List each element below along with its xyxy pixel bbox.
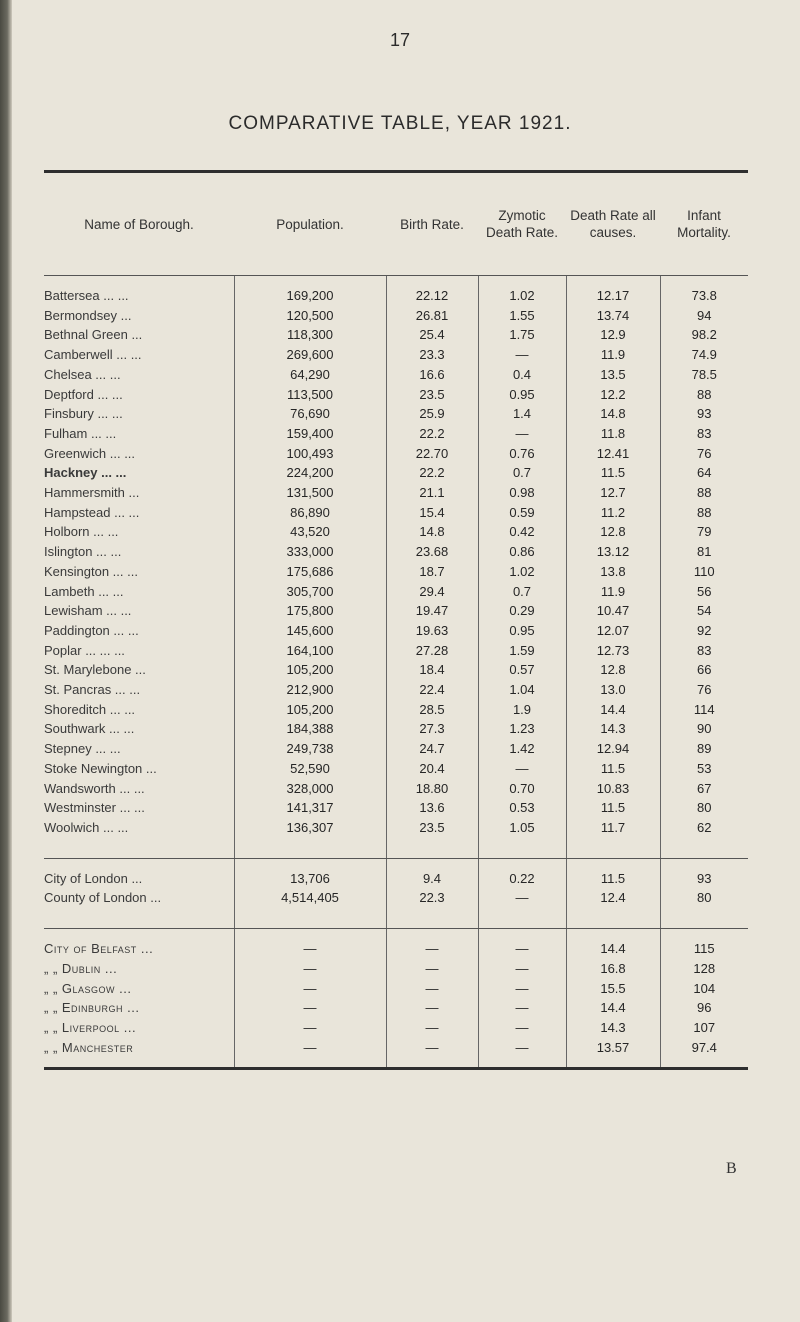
city-row bbox=[44, 939, 748, 959]
cell-name: Hackney ... ... bbox=[44, 465, 127, 481]
cell-population: 212,900 bbox=[234, 680, 386, 700]
cell-zymotic-death-rate: — bbox=[478, 998, 566, 1018]
cell-zymotic-death-rate: 1.02 bbox=[478, 562, 566, 582]
cell-population: 141,317 bbox=[234, 798, 386, 818]
cell-birth-rate: 25.4 bbox=[386, 325, 478, 345]
cell-infant-mortality: 94 bbox=[660, 306, 748, 326]
borough-row bbox=[44, 798, 748, 818]
cell-birth-rate: 23.68 bbox=[386, 542, 478, 562]
cell-death-rate: 12.8 bbox=[566, 660, 660, 680]
cell-birth-rate: 23.3 bbox=[386, 345, 478, 365]
cell-population: — bbox=[234, 979, 386, 999]
borough-row bbox=[44, 621, 748, 641]
cell-infant-mortality: 114 bbox=[660, 700, 748, 720]
cell-zymotic-death-rate: 0.53 bbox=[478, 798, 566, 818]
cell-population: 175,686 bbox=[234, 562, 386, 582]
cell-zymotic-death-rate: — bbox=[478, 424, 566, 444]
borough-row bbox=[44, 601, 748, 621]
cell-zymotic-death-rate: 0.95 bbox=[478, 621, 566, 641]
cell-name: Poplar ... ... ... bbox=[44, 642, 125, 658]
cell-death-rate: 15.5 bbox=[566, 979, 660, 999]
borough-row bbox=[44, 719, 748, 739]
cell-infant-mortality: 79 bbox=[660, 522, 748, 542]
borough-row bbox=[44, 582, 748, 602]
spacer-row bbox=[44, 1057, 748, 1069]
cell-death-rate: 12.4 bbox=[566, 888, 660, 908]
cell-death-rate: 13.57 bbox=[566, 1038, 660, 1058]
cell-birth-rate: 22.2 bbox=[386, 424, 478, 444]
cell-zymotic-death-rate: 0.7 bbox=[478, 582, 566, 602]
cell-zymotic-death-rate: — bbox=[478, 888, 566, 908]
cell-infant-mortality: 56 bbox=[660, 582, 748, 602]
borough-row bbox=[44, 779, 748, 799]
cell-infant-mortality: 88 bbox=[660, 483, 748, 503]
cell-zymotic-death-rate: — bbox=[478, 345, 566, 365]
cell-population: 118,300 bbox=[234, 325, 386, 345]
cell-death-rate: 13.12 bbox=[566, 542, 660, 562]
cell-death-rate: 10.47 bbox=[566, 601, 660, 621]
cell-infant-mortality: 80 bbox=[660, 888, 748, 908]
cell-infant-mortality: 96 bbox=[660, 998, 748, 1018]
cell-zymotic-death-rate: 1.23 bbox=[478, 719, 566, 739]
cell-zymotic-death-rate: 1.05 bbox=[478, 818, 566, 838]
borough-row bbox=[44, 444, 748, 464]
cell-birth-rate: 19.47 bbox=[386, 601, 478, 621]
cell-population: 249,738 bbox=[234, 739, 386, 759]
cell-infant-mortality: 54 bbox=[660, 601, 748, 621]
cell-birth-rate: — bbox=[386, 1018, 478, 1038]
header-population: Population. bbox=[234, 172, 386, 276]
cell-infant-mortality: 128 bbox=[660, 959, 748, 979]
cell-name: Kensington ... ... bbox=[44, 563, 138, 579]
cell-infant-mortality: 74.9 bbox=[660, 345, 748, 365]
cell-infant-mortality: 78.5 bbox=[660, 365, 748, 385]
cell-birth-rate: 29.4 bbox=[386, 582, 478, 602]
cell-death-rate: 12.7 bbox=[566, 483, 660, 503]
cell-birth-rate: 14.8 bbox=[386, 522, 478, 542]
cell-population: 64,290 bbox=[234, 365, 386, 385]
cell-birth-rate: 9.4 bbox=[386, 869, 478, 889]
cell-birth-rate: 22.2 bbox=[386, 463, 478, 483]
cell-infant-mortality: 64 bbox=[660, 463, 748, 483]
cell-death-rate: 12.2 bbox=[566, 385, 660, 405]
cell-name: Stoke Newington ... bbox=[44, 760, 157, 776]
cell-infant-mortality: 107 bbox=[660, 1018, 748, 1038]
city-row bbox=[44, 1038, 748, 1058]
cell-population: — bbox=[234, 998, 386, 1018]
cell-population: 136,307 bbox=[234, 818, 386, 838]
cell-zymotic-death-rate: — bbox=[478, 959, 566, 979]
borough-row bbox=[44, 306, 748, 326]
spacer-row bbox=[44, 276, 748, 287]
cell-birth-rate: 23.5 bbox=[386, 818, 478, 838]
cell-death-rate: 16.8 bbox=[566, 959, 660, 979]
page-title: COMPARATIVE TABLE, YEAR 1921. bbox=[228, 113, 572, 134]
borough-row bbox=[44, 385, 748, 405]
city-row bbox=[44, 959, 748, 979]
cell-name: Bermondsey ... bbox=[44, 307, 132, 323]
cell-birth-rate: 16.6 bbox=[386, 365, 478, 385]
cell-population: 224,200 bbox=[234, 463, 386, 483]
header-zymotic-death-rate: Zymotic Death Rate. bbox=[478, 172, 566, 276]
cell-name: „ „ Liverpool ... bbox=[44, 1019, 137, 1035]
cell-death-rate: 13.8 bbox=[566, 562, 660, 582]
cell-infant-mortality: 80 bbox=[660, 798, 748, 818]
cell-population: 164,100 bbox=[234, 641, 386, 661]
cell-infant-mortality: 110 bbox=[660, 562, 748, 582]
cell-death-rate: 11.5 bbox=[566, 798, 660, 818]
cell-population: 184,388 bbox=[234, 719, 386, 739]
cell-zymotic-death-rate: 0.76 bbox=[478, 444, 566, 464]
cell-death-rate: 12.9 bbox=[566, 325, 660, 345]
cell-population: 305,700 bbox=[234, 582, 386, 602]
cell-birth-rate: 23.5 bbox=[386, 385, 478, 405]
cell-population: 120,500 bbox=[234, 306, 386, 326]
cell-death-rate: 14.8 bbox=[566, 404, 660, 424]
book-spine-edge bbox=[0, 0, 12, 1322]
cell-population: 105,200 bbox=[234, 660, 386, 680]
borough-row bbox=[44, 345, 748, 365]
cell-zymotic-death-rate: 0.29 bbox=[478, 601, 566, 621]
cell-name: „ „ Glasgow ... bbox=[44, 980, 132, 996]
header-name-of-borough: Name of Borough. bbox=[44, 172, 234, 276]
cell-infant-mortality: 76 bbox=[660, 680, 748, 700]
cell-population: 13,706 bbox=[234, 869, 386, 889]
cell-zymotic-death-rate: 0.7 bbox=[478, 463, 566, 483]
spacer-row bbox=[44, 918, 748, 929]
cell-death-rate: 13.5 bbox=[566, 365, 660, 385]
cell-infant-mortality: 90 bbox=[660, 719, 748, 739]
cell-name: Bethnal Green ... bbox=[44, 327, 143, 343]
cell-population: 86,890 bbox=[234, 503, 386, 523]
spacer-row bbox=[44, 858, 748, 869]
borough-row bbox=[44, 641, 748, 661]
cell-population: 333,000 bbox=[234, 542, 386, 562]
cell-birth-rate: 24.7 bbox=[386, 739, 478, 759]
cell-birth-rate: 18.4 bbox=[386, 660, 478, 680]
cell-birth-rate: 25.9 bbox=[386, 404, 478, 424]
cell-death-rate: 14.4 bbox=[566, 998, 660, 1018]
cell-name: Shoreditch ... ... bbox=[44, 701, 136, 717]
cell-name: Stepney ... ... bbox=[44, 741, 121, 757]
cell-zymotic-death-rate: 0.59 bbox=[478, 503, 566, 523]
cell-birth-rate: 26.81 bbox=[386, 306, 478, 326]
cell-death-rate: 13.74 bbox=[566, 306, 660, 326]
cell-birth-rate: 22.3 bbox=[386, 888, 478, 908]
cell-birth-rate: 27.28 bbox=[386, 641, 478, 661]
cell-name: Westminster ... ... bbox=[44, 800, 145, 816]
cell-infant-mortality: 93 bbox=[660, 869, 748, 889]
cell-birth-rate: — bbox=[386, 959, 478, 979]
cell-birth-rate: — bbox=[386, 1038, 478, 1058]
cell-zymotic-death-rate: 0.4 bbox=[478, 365, 566, 385]
cell-zymotic-death-rate: — bbox=[478, 939, 566, 959]
cell-death-rate: 11.5 bbox=[566, 869, 660, 889]
spacer-row bbox=[44, 838, 748, 848]
cell-zymotic-death-rate: 0.98 bbox=[478, 483, 566, 503]
cell-name: Camberwell ... ... bbox=[44, 347, 142, 363]
cell-name: Battersea ... ... bbox=[44, 288, 129, 303]
cell-birth-rate: — bbox=[386, 979, 478, 999]
borough-row bbox=[44, 759, 748, 779]
spacer-row bbox=[44, 908, 748, 918]
borough-row bbox=[44, 562, 748, 582]
cell-name: County of London ... bbox=[44, 890, 162, 906]
borough-row bbox=[44, 483, 748, 503]
cell-infant-mortality: 89 bbox=[660, 739, 748, 759]
cell-name: Paddington ... ... bbox=[44, 622, 139, 638]
cell-population: — bbox=[234, 959, 386, 979]
borough-row bbox=[44, 660, 748, 680]
header-birth-rate: Birth Rate. bbox=[386, 172, 478, 276]
cell-name: Islington ... ... bbox=[44, 544, 122, 560]
cell-infant-mortality: 66 bbox=[660, 660, 748, 680]
cell-name: Greenwich ... ... bbox=[44, 445, 136, 461]
cell-zymotic-death-rate: 1.75 bbox=[478, 325, 566, 345]
cell-name: St. Pancras ... ... bbox=[44, 682, 141, 698]
cell-population: 328,000 bbox=[234, 779, 386, 799]
cell-birth-rate: 20.4 bbox=[386, 759, 478, 779]
cell-zymotic-death-rate: 0.86 bbox=[478, 542, 566, 562]
cell-zymotic-death-rate: 1.02 bbox=[478, 286, 566, 306]
cell-population: 145,600 bbox=[234, 621, 386, 641]
cell-infant-mortality: 67 bbox=[660, 779, 748, 799]
cell-population: 4,514,405 bbox=[234, 888, 386, 908]
cell-death-rate: 12.07 bbox=[566, 621, 660, 641]
cell-death-rate: 12.8 bbox=[566, 522, 660, 542]
cell-infant-mortality: 104 bbox=[660, 979, 748, 999]
borough-row bbox=[44, 365, 748, 385]
cell-infant-mortality: 93 bbox=[660, 404, 748, 424]
cell-birth-rate: — bbox=[386, 939, 478, 959]
cell-name: Hampstead ... ... bbox=[44, 504, 140, 520]
cell-name: Woolwich ... ... bbox=[44, 819, 129, 835]
cell-population: 105,200 bbox=[234, 700, 386, 720]
cell-population: 52,590 bbox=[234, 759, 386, 779]
city-row bbox=[44, 979, 748, 999]
borough-row bbox=[44, 680, 748, 700]
cell-population: 131,500 bbox=[234, 483, 386, 503]
cell-population: — bbox=[234, 939, 386, 959]
city-row bbox=[44, 1018, 748, 1038]
table-header-row bbox=[44, 172, 748, 276]
cell-infant-mortality: 92 bbox=[660, 621, 748, 641]
borough-row bbox=[44, 286, 748, 306]
cell-zymotic-death-rate: — bbox=[478, 759, 566, 779]
cell-population: 175,800 bbox=[234, 601, 386, 621]
cell-name: Fulham ... ... bbox=[44, 425, 117, 441]
cell-infant-mortality: 62 bbox=[660, 818, 748, 838]
cell-zymotic-death-rate: 1.04 bbox=[478, 680, 566, 700]
cell-population: 76,690 bbox=[234, 404, 386, 424]
cell-population: — bbox=[234, 1038, 386, 1058]
table-body bbox=[44, 276, 748, 1069]
cell-death-rate: 11.8 bbox=[566, 424, 660, 444]
cell-birth-rate: 19.63 bbox=[386, 621, 478, 641]
header-death-rate-all-causes: Death Rate all causes. bbox=[566, 172, 660, 276]
cell-death-rate: 14.4 bbox=[566, 939, 660, 959]
borough-row bbox=[44, 325, 748, 345]
cell-death-rate: 11.9 bbox=[566, 345, 660, 365]
cell-birth-rate: 22.70 bbox=[386, 444, 478, 464]
cell-death-rate: 11.5 bbox=[566, 759, 660, 779]
cell-zymotic-death-rate: 1.42 bbox=[478, 739, 566, 759]
cell-zymotic-death-rate: 1.9 bbox=[478, 700, 566, 720]
borough-row bbox=[44, 522, 748, 542]
cell-birth-rate: 27.3 bbox=[386, 719, 478, 739]
cell-death-rate: 12.73 bbox=[566, 641, 660, 661]
borough-row bbox=[44, 542, 748, 562]
cell-zymotic-death-rate: 0.70 bbox=[478, 779, 566, 799]
cell-birth-rate: 22.4 bbox=[386, 680, 478, 700]
london-row bbox=[44, 869, 748, 889]
cell-name: Hammersmith ... bbox=[44, 485, 140, 501]
cell-infant-mortality: 81 bbox=[660, 542, 748, 562]
borough-row bbox=[44, 463, 748, 483]
spacer-row bbox=[44, 929, 748, 940]
cell-infant-mortality: 88 bbox=[660, 385, 748, 405]
cell-death-rate: 10.83 bbox=[566, 779, 660, 799]
cell-name: Chelsea ... ... bbox=[44, 366, 121, 382]
borough-row bbox=[44, 424, 748, 444]
cell-infant-mortality: 73.8 bbox=[660, 286, 748, 306]
cell-zymotic-death-rate: 1.59 bbox=[478, 641, 566, 661]
cell-birth-rate: 28.5 bbox=[386, 700, 478, 720]
cell-name: Wandsworth ... ... bbox=[44, 780, 145, 796]
london-row bbox=[44, 888, 748, 908]
cell-population: 169,200 bbox=[234, 286, 386, 306]
cell-zymotic-death-rate: 1.55 bbox=[478, 306, 566, 326]
cell-infant-mortality: 88 bbox=[660, 503, 748, 523]
cell-death-rate: 11.2 bbox=[566, 503, 660, 523]
cell-death-rate: 14.3 bbox=[566, 1018, 660, 1038]
signature-mark: B bbox=[726, 1160, 737, 1177]
cell-infant-mortality: 76 bbox=[660, 444, 748, 464]
cell-population: — bbox=[234, 1018, 386, 1038]
cell-infant-mortality: 83 bbox=[660, 424, 748, 444]
cell-zymotic-death-rate: 0.95 bbox=[478, 385, 566, 405]
cell-infant-mortality: 115 bbox=[660, 939, 748, 959]
cell-death-rate: 12.41 bbox=[566, 444, 660, 464]
cell-birth-rate: 22.12 bbox=[386, 286, 478, 306]
city-row bbox=[44, 998, 748, 1018]
cell-name: „ „ Dublin ... bbox=[44, 960, 118, 976]
header-infant-mortality: Infant Mortality. bbox=[660, 172, 748, 276]
borough-row bbox=[44, 404, 748, 424]
cell-name: City of London ... bbox=[44, 870, 143, 886]
cell-population: 100,493 bbox=[234, 444, 386, 464]
cell-infant-mortality: 98.2 bbox=[660, 325, 748, 345]
cell-death-rate: 14.3 bbox=[566, 719, 660, 739]
cell-death-rate: 14.4 bbox=[566, 700, 660, 720]
cell-infant-mortality: 53 bbox=[660, 759, 748, 779]
cell-zymotic-death-rate: 0.57 bbox=[478, 660, 566, 680]
cell-death-rate: 11.5 bbox=[566, 463, 660, 483]
cell-name: „ „ Edinburgh ... bbox=[44, 1000, 140, 1016]
borough-row bbox=[44, 739, 748, 759]
cell-population: 113,500 bbox=[234, 385, 386, 405]
borough-row bbox=[44, 818, 748, 838]
cell-death-rate: 11.9 bbox=[566, 582, 660, 602]
cell-name: Lewisham ... ... bbox=[44, 603, 132, 619]
cell-zymotic-death-rate: — bbox=[478, 1018, 566, 1038]
cell-name: Finsbury ... ... bbox=[44, 406, 123, 422]
cell-population: 159,400 bbox=[234, 424, 386, 444]
cell-zymotic-death-rate: — bbox=[478, 1038, 566, 1058]
borough-row bbox=[44, 700, 748, 720]
cell-infant-mortality: 97.4 bbox=[660, 1038, 748, 1058]
cell-zymotic-death-rate: 1.4 bbox=[478, 404, 566, 424]
cell-population: 43,520 bbox=[234, 522, 386, 542]
cell-name: Deptford ... ... bbox=[44, 386, 123, 402]
cell-birth-rate: — bbox=[386, 998, 478, 1018]
cell-birth-rate: 18.80 bbox=[386, 779, 478, 799]
cell-zymotic-death-rate: 0.42 bbox=[478, 522, 566, 542]
cell-name: City of Belfast ... bbox=[44, 941, 154, 957]
page-number: 17 bbox=[389, 30, 411, 50]
cell-zymotic-death-rate: — bbox=[478, 979, 566, 999]
cell-population: 269,600 bbox=[234, 345, 386, 365]
cell-death-rate: 11.7 bbox=[566, 818, 660, 838]
cell-name: „ „ Manchester bbox=[44, 1039, 134, 1055]
cell-name: St. Marylebone ... bbox=[44, 662, 146, 678]
borough-row bbox=[44, 503, 748, 523]
cell-birth-rate: 18.7 bbox=[386, 562, 478, 582]
cell-birth-rate: 15.4 bbox=[386, 503, 478, 523]
cell-name: Southwark ... ... bbox=[44, 721, 135, 737]
cell-infant-mortality: 83 bbox=[660, 641, 748, 661]
cell-death-rate: 12.94 bbox=[566, 739, 660, 759]
cell-death-rate: 13.0 bbox=[566, 680, 660, 700]
comparative-table bbox=[44, 170, 748, 1070]
cell-zymotic-death-rate: 0.22 bbox=[478, 869, 566, 889]
spacer-row bbox=[44, 848, 748, 859]
cell-birth-rate: 13.6 bbox=[386, 798, 478, 818]
cell-name: Holborn ... ... bbox=[44, 524, 119, 540]
cell-death-rate: 12.17 bbox=[566, 286, 660, 306]
cell-name: Lambeth ... ... bbox=[44, 583, 124, 599]
cell-birth-rate: 21.1 bbox=[386, 483, 478, 503]
